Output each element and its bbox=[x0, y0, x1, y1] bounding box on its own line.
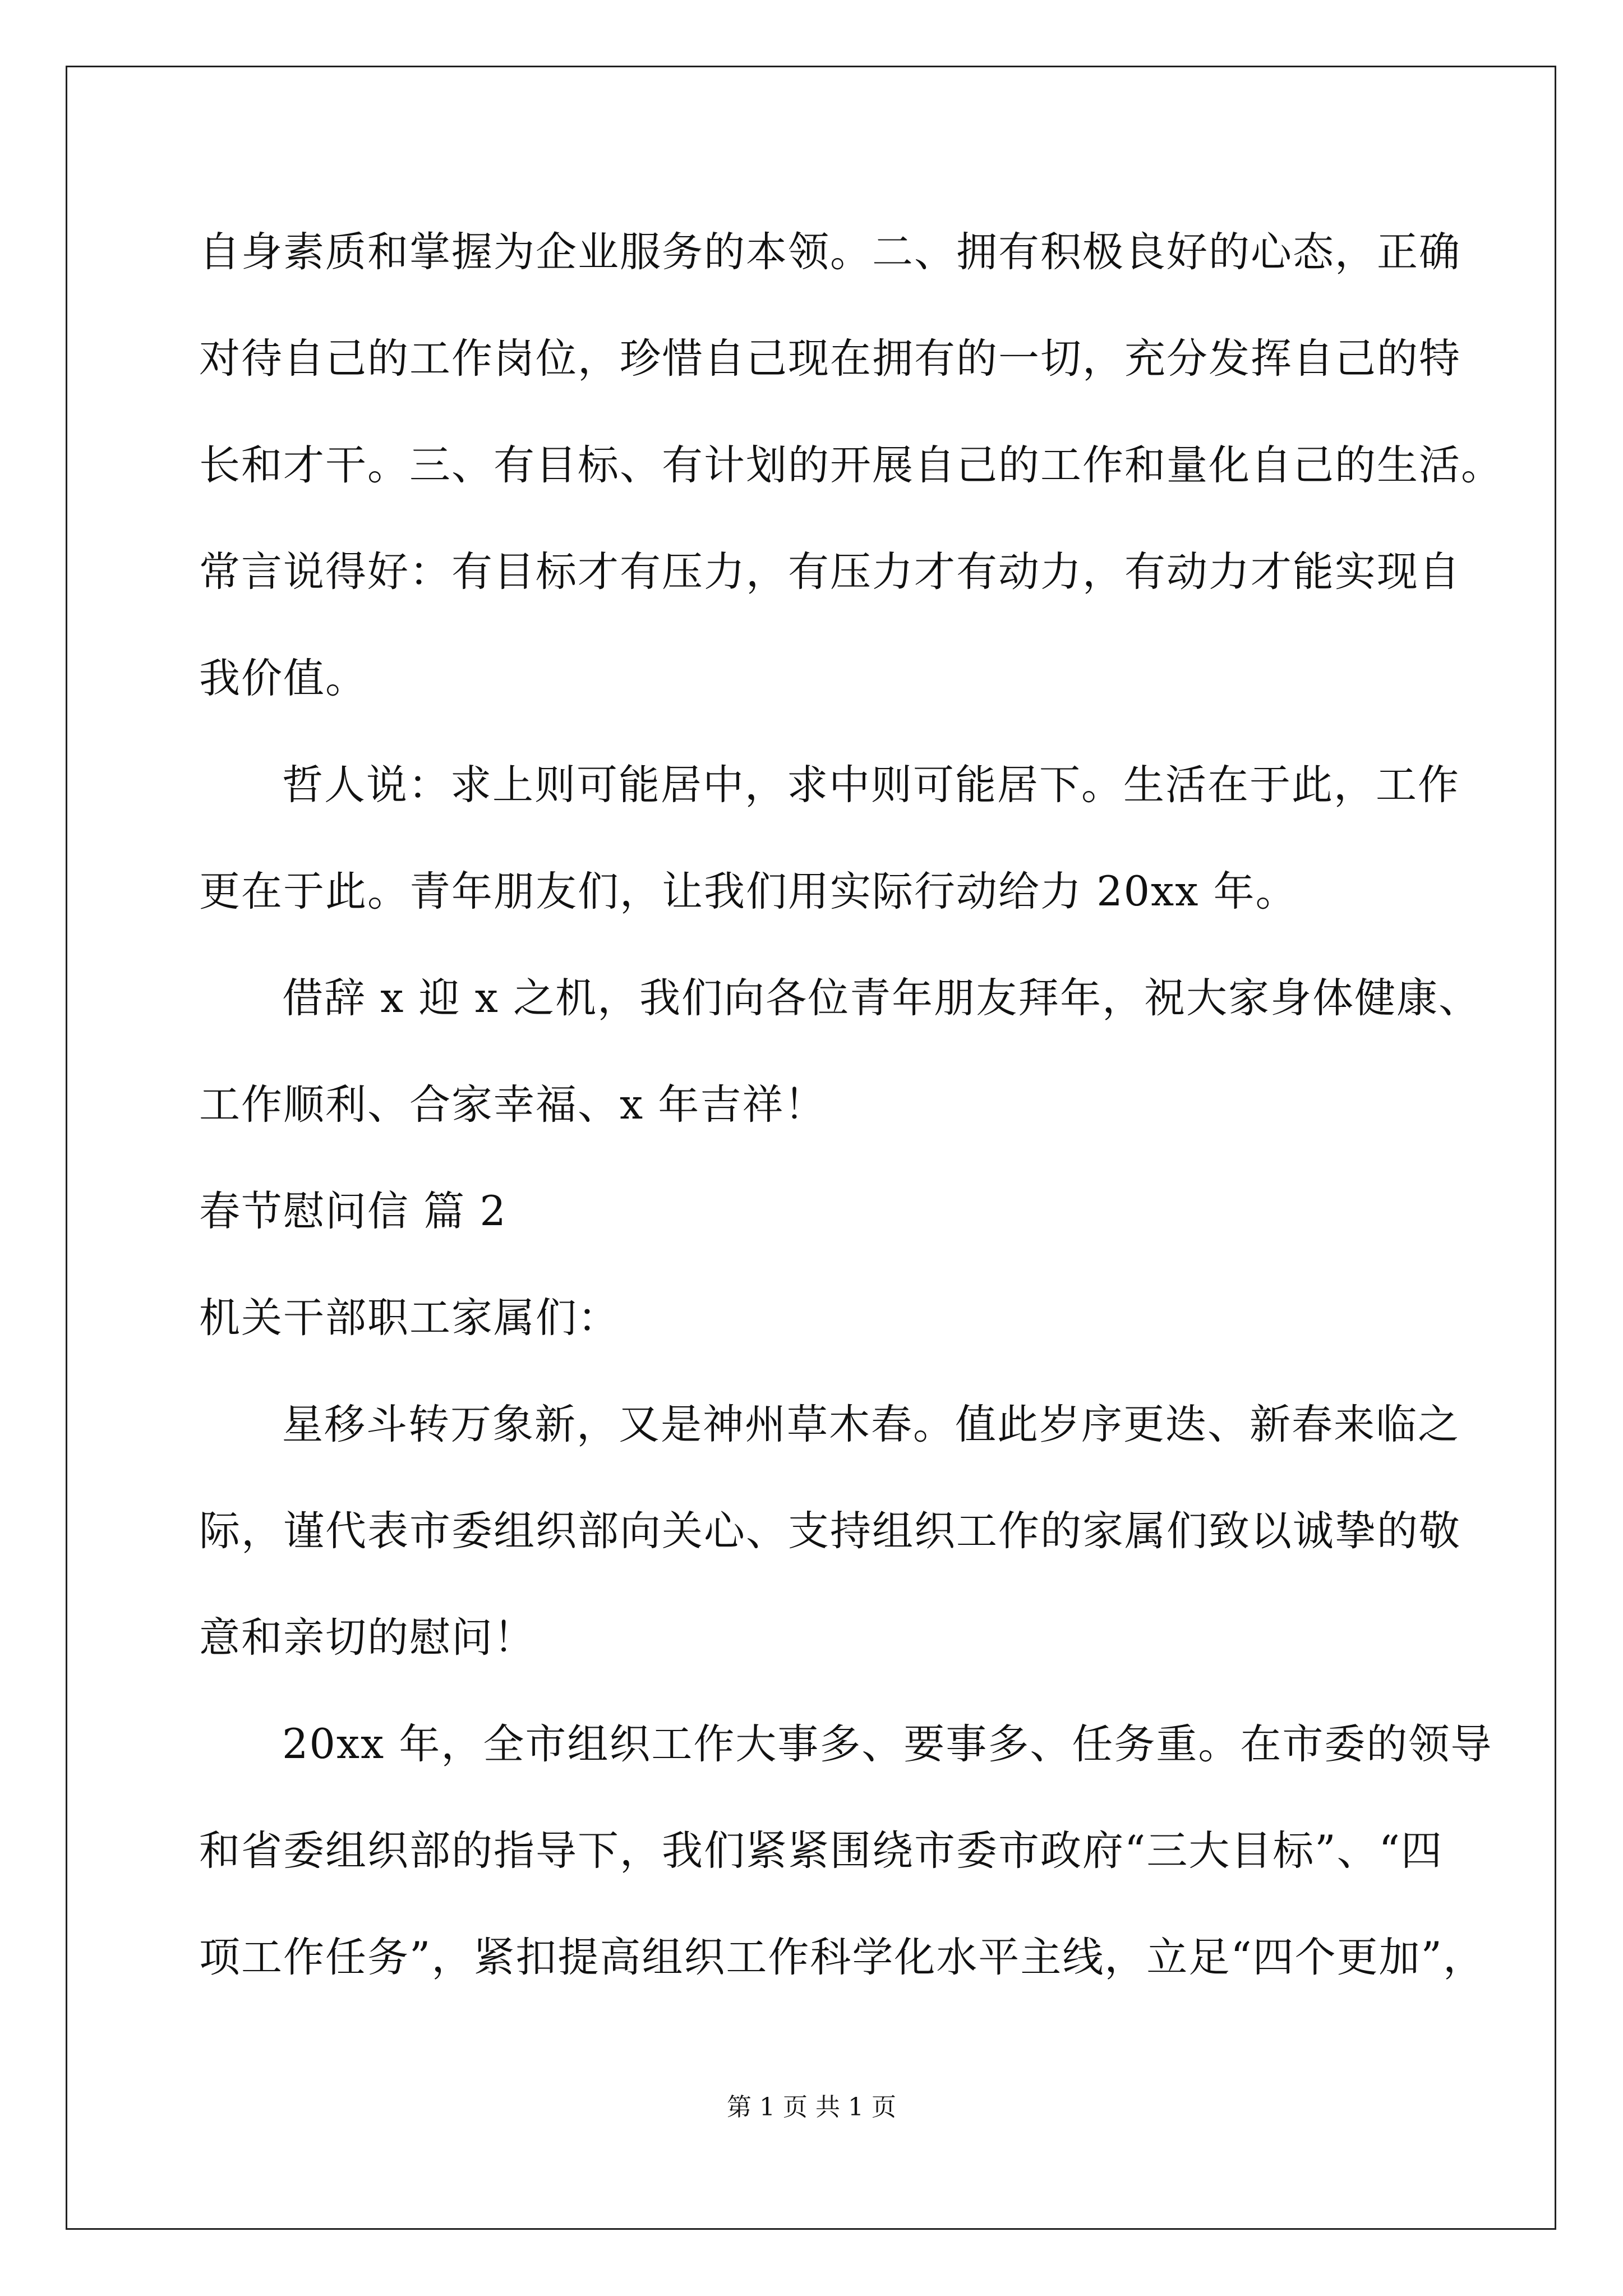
paragraph-start-line: 20xx 年，全市组织工作大事多、要事多、任务重。在市委的领导 bbox=[282, 1720, 1493, 1768]
paragraph-start-line: 借辞 x 迎 x 之机，我们向各位青年朋友拜年，祝大家身体健康、 bbox=[282, 974, 1481, 1022]
text-line: 更在于此。青年朋友们，让我们用实际行动给力 20xx 年。 bbox=[199, 868, 1298, 915]
text-line: 自身素质和掌握为企业服务的本领。二、拥有积极良好的心态，正确 bbox=[199, 228, 1461, 276]
paragraph-start-line: 星移斗转万象新，又是神州草木春。值此岁序更迭、新春来临之 bbox=[282, 1401, 1460, 1448]
text-line: 际，谨代表市委组织部向关心、支持组织工作的家属们致以诚挚的敬 bbox=[199, 1507, 1461, 1555]
paragraph-start-line: 哲人说：求上则可能居中，求中则可能居下。生活在于此，工作 bbox=[282, 761, 1460, 809]
text-line: 项工作任务”，紧扣提高组织工作科学化水平主线，立足“四个更加”， bbox=[199, 1934, 1485, 1981]
text-line: 对待自己的工作岗位，珍惜自己现在拥有的一切，充分发挥自己的特 bbox=[199, 335, 1461, 383]
text-line: 我价值。 bbox=[199, 655, 367, 702]
text-line: 常言说得好：有目标才有压力，有压力才有动力，有动力才能实现自 bbox=[199, 548, 1461, 596]
salutation: 机关干部职工家属们： bbox=[199, 1294, 620, 1342]
text-line: 意和亲切的慰问！ bbox=[199, 1614, 536, 1662]
page-footer: 第 1 页 共 1 页 bbox=[727, 2093, 896, 2122]
text-line: 长和才干。三、有目标、有计划的开展自己的工作和量化自己的生活。 bbox=[199, 441, 1503, 489]
text-line: 和省委组织部的指导下，我们紧紧围绕市委市政府“三大目标”、“四 bbox=[199, 1827, 1443, 1875]
text-line: 工作顺利、合家幸福、x 年吉祥！ bbox=[199, 1081, 827, 1129]
section-heading: 春节慰问信 篇 2 bbox=[199, 1188, 507, 1235]
